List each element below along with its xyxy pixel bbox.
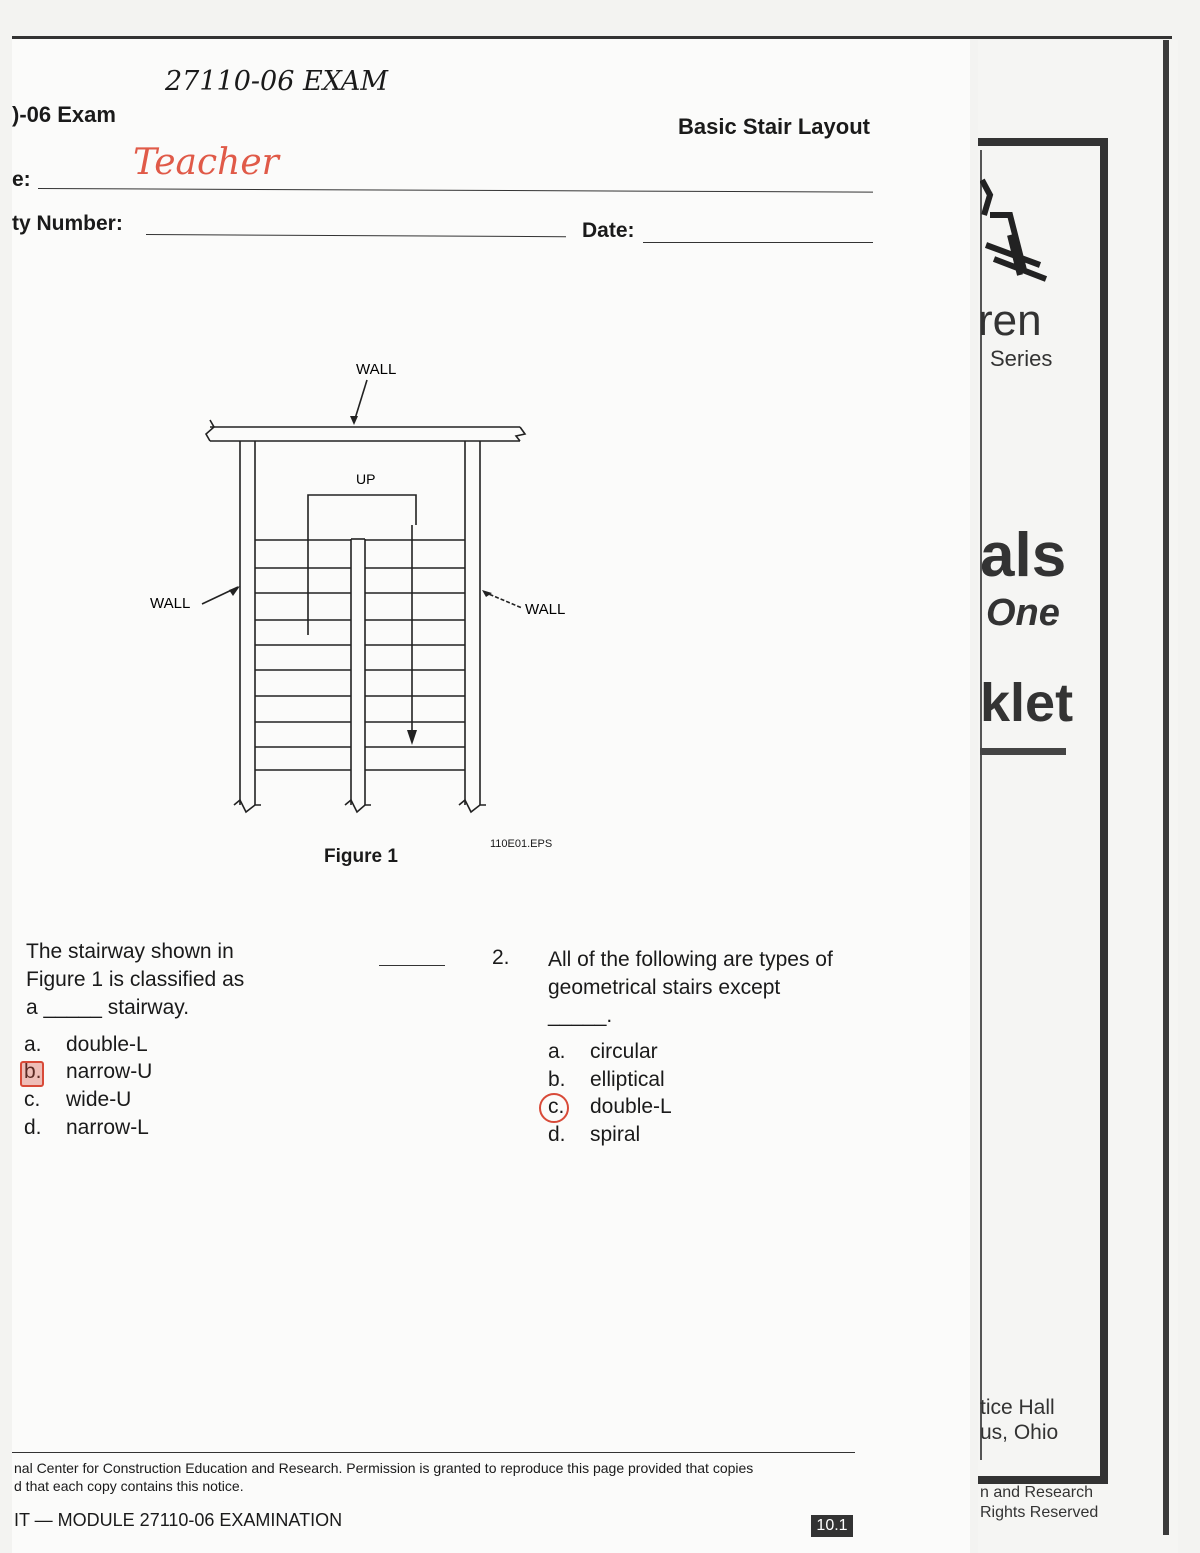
label-wall-top: WALL <box>356 361 397 378</box>
exam-title: )-06 Exam <box>12 102 116 127</box>
stair-figure <box>130 350 590 830</box>
figure-file-id: 110E01.EPS <box>490 838 553 850</box>
cover-title-3: klet <box>980 673 1074 733</box>
cover-title-1: als <box>980 521 1067 590</box>
question-2-line-2: geometrical stairs except <box>548 976 781 999</box>
cover-rights-1: n and Research <box>980 1484 1093 1501</box>
label-wall-left: WALL <box>150 595 191 612</box>
question-2-line-1: All of the following are types of <box>548 948 833 971</box>
stair-plan-drawing <box>130 350 590 830</box>
question-1-answer-blank[interactable] <box>379 965 445 966</box>
module-label: IT — MODULE 27110-06 EXAMINATION <box>14 1510 343 1530</box>
date-label: Date: <box>582 219 635 242</box>
section-title: Basic Stair Layout <box>678 114 870 139</box>
question-2-text <box>548 946 833 1030</box>
copyright-notice: nal Center for Construction Education and Research. Permission is granted to reproduce this page provided that copies d that each copy contains this notice. <box>14 1460 754 1494</box>
cover-series: Series <box>990 346 1053 371</box>
id-label: ty Number: <box>12 212 123 235</box>
q1-answer-mark <box>20 1061 44 1087</box>
cover-brand: ren <box>978 296 1042 345</box>
question-1-line-2: Figure 1 is classified as <box>26 968 245 991</box>
question-2-line-3: _____. <box>548 1004 613 1027</box>
contren-logo-icon <box>980 175 1060 305</box>
question-1-text <box>26 938 244 1022</box>
footer-rule <box>12 1452 855 1453</box>
q2-option-c[interactable]: c. double-L <box>548 1095 672 1118</box>
question-2-number: 2. <box>492 946 510 969</box>
direction-arrow <box>407 730 417 745</box>
cover-title-2: One <box>986 592 1060 634</box>
question-1-line-1: The stairway shown in <box>26 940 234 963</box>
q1-option-c[interactable]: c. wide-U <box>24 1088 132 1111</box>
cover-inner-line <box>980 150 982 1460</box>
q1-option-b[interactable]: b. narrow-U <box>24 1060 153 1083</box>
q2-option-a[interactable]: a. circular <box>548 1040 658 1063</box>
name-label: e: <box>12 168 31 191</box>
cover-publisher-1: tice Hall <box>980 1396 1055 1419</box>
label-up: UP <box>356 471 376 487</box>
page-number-badge: 10.1 <box>811 1515 853 1537</box>
cover-rule <box>980 748 1066 755</box>
q2-answer-mark <box>539 1093 569 1123</box>
cover-publisher-2: us, Ohio <box>980 1421 1059 1444</box>
cover-rights-2: Rights Reserved <box>980 1504 1099 1521</box>
cover-spine <box>1163 40 1169 1535</box>
q1-option-d[interactable]: d. narrow-L <box>24 1116 149 1139</box>
question-1-line-3: a _____ stairway. <box>26 996 190 1019</box>
q1-option-a[interactable]: a. double-L <box>24 1033 148 1056</box>
handwritten-name: Teacher <box>133 142 279 183</box>
label-wall-right: WALL <box>525 601 566 618</box>
q2-option-b[interactable]: b. elliptical <box>548 1068 665 1091</box>
handwritten-exam-number: 27110-06 EXAM <box>165 66 389 97</box>
date-field[interactable] <box>643 242 873 243</box>
figure-caption: Figure 1 <box>324 846 398 867</box>
q2-option-d[interactable]: d. spiral <box>548 1123 641 1146</box>
